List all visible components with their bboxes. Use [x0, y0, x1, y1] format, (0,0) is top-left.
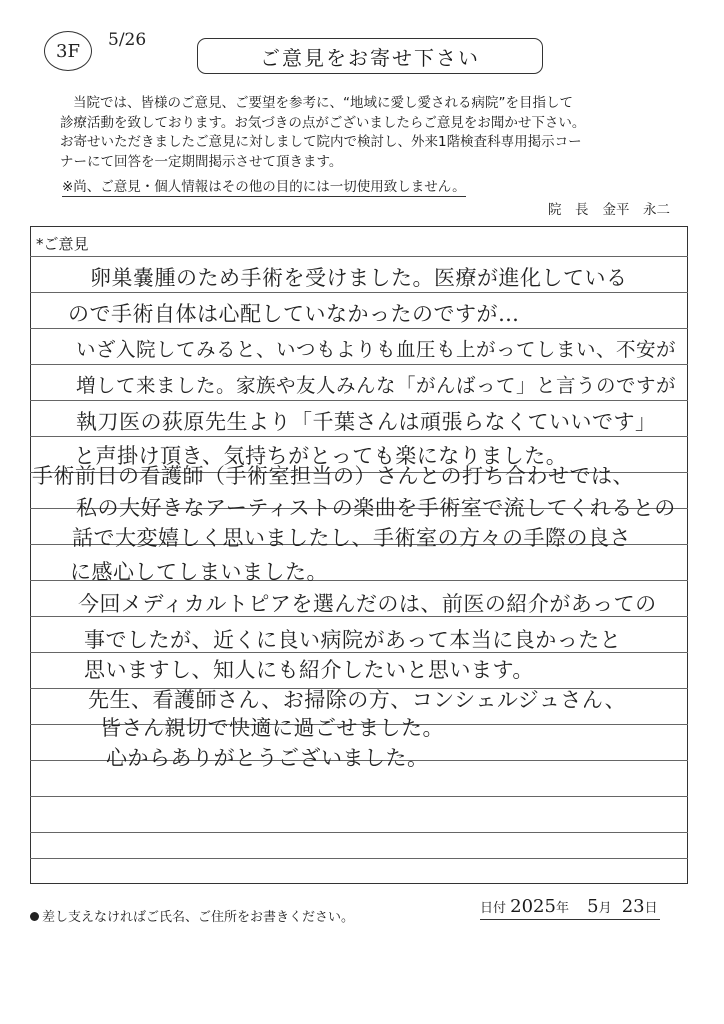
handwritten-line: いざ入院してみると、いつもよりも血圧も上がってしまい、不安が [76, 338, 677, 361]
intro-line: ナーにて回答を一定期間掲示させて頂きます。 [60, 153, 343, 170]
handwritten-line: と声掛け頂き、気持ちがとっても楽になりました。 [74, 444, 568, 468]
handwritten-line: に感心してしまいました。 [70, 560, 328, 584]
ruled-line [30, 256, 688, 257]
ruled-line [30, 292, 688, 293]
handwritten-line: 皆さん親切で快適に過ごせました。 [100, 716, 444, 740]
ruled-line [30, 364, 688, 365]
floor-mark: 3F [44, 31, 92, 71]
opinion-label: *ご意見 [36, 235, 89, 253]
date-label: 日付 [480, 901, 507, 916]
handwritten-line: ので手術自体は心配していなかったのですが… [68, 302, 520, 326]
ruled-line [30, 832, 688, 833]
footer-note-text: 差し支えなければご氏名、ご住所をお書きください。 [42, 910, 355, 925]
date-year: 2025 [510, 896, 556, 917]
handwritten-line: 心からありがとうございました。 [106, 746, 429, 770]
handwritten-line: 思いますし、知人にも紹介したいと思います。 [84, 658, 534, 682]
footer-note [30, 906, 354, 925]
director-name: 金平 永二 [602, 202, 670, 218]
intro-text [60, 94, 700, 172]
handwritten-line: 事でしたが、近くに良い病院があって本当に良かったと [84, 628, 622, 652]
handwritten-line: 先生、看護師さん、お掃除の方、コンシェルジュさん、 [88, 688, 627, 712]
handwritten-line: 私の大好きなアーティストの楽曲を手術室で流してくれるとの [76, 496, 676, 520]
date-day: 23 [621, 896, 645, 917]
bullet-icon [30, 912, 39, 921]
handwritten-line: 手術前日の看護師（手術室担当の）さんとの打ち合わせでは、 [32, 464, 634, 488]
ruled-line [30, 436, 688, 437]
date-month: 5 [587, 896, 599, 917]
date-field[interactable] [480, 896, 660, 920]
ruled-line [30, 400, 688, 401]
handwritten-line: 卵巣嚢腫のため手術を受けました。医療が進化している [90, 266, 628, 290]
privacy-note: ※尚、ご意見・個人情報はその他の目的には一切使用致しません。 [62, 175, 466, 197]
ruled-line [30, 796, 688, 797]
ruled-line [30, 328, 688, 329]
director-signature [548, 198, 670, 218]
handwritten-line: 増して来ました。家族や友人みんな「がんばって」と言うのですが [76, 374, 677, 397]
intro-line: お寄せいただきましたご意見に対しまして院内で検討し、外来1階検査科専用掲示コー [60, 134, 582, 150]
ruled-line [30, 858, 688, 859]
page-title: ご意見をお寄せ下さい [197, 38, 543, 74]
handwritten-line: 執刀医の荻原先生より「千葉さんは頑張らなくていいです」 [76, 410, 657, 434]
date-mark: 5/26 [108, 30, 147, 50]
handwritten-line: 今回メディカルトピアを選んだのは、前医の紹介があっての [78, 592, 657, 616]
handwritten-line: 話で大変嬉しく思いましたし、手術室の方々の手際の良さ [72, 526, 631, 550]
intro-line: 当院では、皆様のご意見、ご要望を参考に、“地域に愛し愛される病院”を目指して [73, 95, 573, 111]
date-month-unit: 月 [598, 901, 612, 916]
date-day-unit: 日 [644, 901, 658, 916]
intro-line: 診療活動を致しております。お気づきの点がございましたらご意見をお聞かせ下さい。 [60, 114, 586, 131]
director-title: 院 長 [548, 202, 589, 218]
date-year-unit: 年 [555, 901, 569, 916]
